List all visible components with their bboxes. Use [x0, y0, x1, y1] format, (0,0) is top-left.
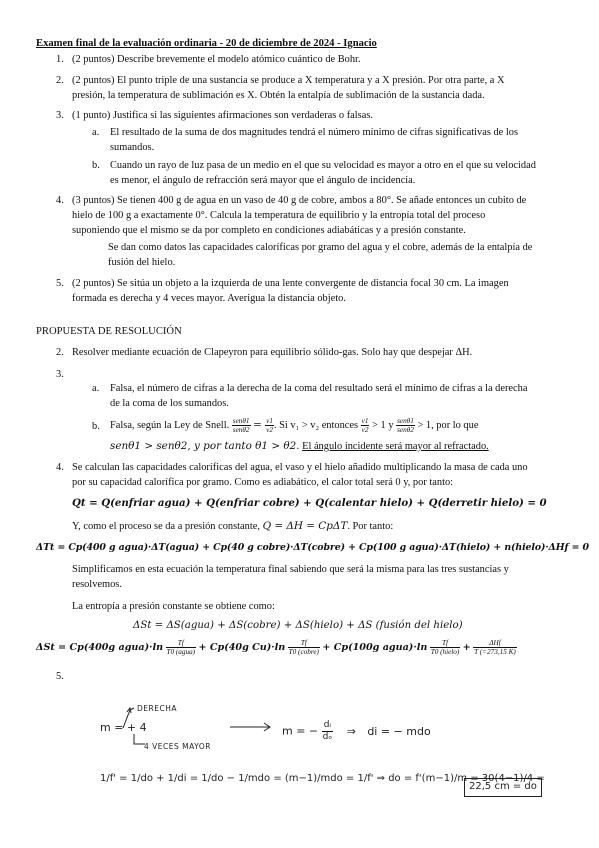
velocity-numerator: v1 — [266, 417, 273, 426]
velocity-numerator: v1 — [361, 417, 369, 426]
q3a-label: a. — [92, 127, 100, 138]
s5-number: 5. — [56, 671, 64, 682]
entropy-term-3: + Cp(100g agua)·ln — [322, 642, 428, 653]
s3a-line-2: de la coma de los sumandos. — [110, 398, 229, 409]
s5-di-do-frac — [322, 720, 333, 743]
s4-intro-line-2: por su capacidad calorífica por gramo. Como es adiabático, el calor total será 0 y, por tanto: — [72, 477, 454, 488]
entropy-term-2: + Cp(40g Cu)·ln — [198, 642, 286, 653]
q4-line-3: suponiendo que el mismo se da por completo en condiciones adiabáticas y a presión constante. — [72, 225, 466, 236]
s3b-velocity-ratio-1 — [265, 417, 274, 434]
entropy-frac-1 — [166, 639, 197, 656]
s5-lens-equation: 1/f' = 1/do + 1/di = 1/do − 1/mdo = (m−1)/mdo = 1/f' ⇒ do = f'(m−1)/m = 30(4−1)/4 = — [100, 773, 545, 784]
entropy-term-1: ΔSt = Cp(400g agua)·ln — [36, 642, 164, 653]
s4-simplify-line-2: resolvemos. — [72, 579, 122, 590]
q2-number: 2. — [56, 75, 64, 86]
s5-m-equals: m = − — [282, 724, 319, 738]
sine-denominator: senθ2 — [397, 426, 414, 435]
entropy-term-4: + — [462, 642, 471, 653]
s3b-if-text: Si v₁ > v₂ entonces — [279, 420, 359, 431]
s4-entropy-detail — [36, 637, 517, 659]
q3b-line-1: Cuando un rayo de luz pasa de un medio en el que su velocidad es mayor a otro en el que su velocidad — [110, 160, 536, 171]
q4-number: 4. — [56, 195, 64, 206]
s4-intro-line-1: Se calculan las capacidades caloríficas del agua, el vaso y el hielo añadido multiplicando la masa de cada uno — [72, 462, 528, 473]
s3a-label: a. — [92, 383, 100, 394]
s3b-sine-ratio-2 — [396, 417, 415, 434]
q4-note-line-2: fusión del hielo. — [108, 257, 176, 268]
s3-number: 3. — [56, 369, 64, 380]
s5-di-expression: di = − mdo — [367, 724, 431, 738]
s5-result-box: 22,5 cm = do — [464, 778, 542, 797]
s4-temperature-equation: ΔTt = Cp(400 g agua)·ΔT(agua) + Cp(40 g cobre)·ΔT(cobre) + Cp(100 g agua)·ΔT(hielo) + n(hielo)·ΔHf = 0 — [36, 542, 589, 553]
s3b-line-1: Falsa, según la Ley de Snell. $\frac{\text{senθ1}}{\text{senθ2}}$ = $\frac{v1}{v2}$ . Si v₁ > v₂ entonces $\frac{v1}{v2}$ > 1 y $\frac{\text{senθ1}}{\text{senθ2}}$ > 1, por lo que — [110, 417, 479, 435]
exam-title: Examen final de la evaluación ordinaria - 20 de diciembre de 2024 - Ignacio — [36, 38, 377, 49]
q1-text: (2 puntos) Describe brevemente el modelo atómico cuántico de Bohr. — [72, 54, 361, 65]
q3a-line-2: sumandos. — [110, 142, 155, 153]
q5-number: 5. — [56, 278, 64, 289]
s3b-line-2 — [110, 439, 489, 455]
velocity-denominator: v2 — [361, 426, 369, 435]
s4-entropy-equation: ΔSt = ΔS(agua) + ΔS(cobre) + ΔS(hielo) + ΔS (fusión del hielo) — [133, 620, 463, 631]
s2-text: Resolver mediante ecuación de Clapeyron para equilibrio sólido-gas. Solo hay que despejar ΔH. — [72, 347, 473, 358]
s4-pressure-end: . Por tanto: — [347, 521, 394, 532]
s4-pressure-equation: Q = ΔH = CpΔT — [262, 520, 348, 532]
s3b-conclusion: El ángulo incidente será mayor al refractado. — [302, 441, 489, 452]
s3b-gt-text: > 1 y — [372, 420, 394, 431]
q4-line-1: (3 puntos) Se tienen 400 g de agua en un vaso de 40 g de cobre, ambos a 80°. Se añade entonces un cubito de — [72, 195, 527, 206]
frac-denominator: T0 (cobre) — [288, 648, 319, 657]
s3a-line-1: Falsa, el número de cifras a la derecha de la coma del resultado será el mínimo de cifras a la derecha — [110, 383, 528, 394]
velocity-denominator: v2 — [266, 426, 273, 435]
frac-numerator: Tf — [288, 639, 320, 648]
s3b-sine-ratio-1 — [232, 417, 251, 434]
s5-label-veces: 4 VECES MAYOR — [144, 742, 211, 751]
q3-text: (1 punto) Justifica si las siguientes afirmaciones son verdaderas o falsas. — [72, 110, 373, 121]
q5-line-2: formada es derecha y 4 veces mayor. Averigua la distancia objeto. — [72, 293, 346, 304]
s2-number: 2. — [56, 347, 64, 358]
q1-number: 1. — [56, 54, 64, 65]
q3b-label: b. — [92, 160, 100, 171]
s4-simplify-line-1: Simplificamos en esta ecuación la temperatura final sabiendo que será la misma para las tres sustancias y — [72, 564, 509, 575]
q3a-line-1: El resultado de la suma de dos magnitudes tendrá el número mínimo de cifras significativas de los — [110, 127, 519, 138]
s4-pressure-line — [72, 519, 393, 535]
q4-line-2: hielo de 100 g a exactamente 0°. Calcula la temperatura de equilibrio y la entropía total del proceso — [72, 210, 486, 221]
s4-entropy-intro: La entropía a presión constante se obtiene como: — [72, 601, 275, 612]
di-numerator: dᵢ — [322, 720, 333, 732]
s3b-inequality: senθ1 > senθ2, y por tanto θ1 > θ2. — [110, 440, 300, 452]
s5-relation — [282, 720, 431, 743]
s3b-tail-text: > 1, por lo que — [417, 420, 479, 431]
entropy-frac-3 — [430, 639, 461, 656]
s5-implies-icon: ⇒ — [346, 724, 356, 738]
do-denominator: dₒ — [322, 732, 333, 742]
s5-right-arrow-icon — [228, 720, 274, 734]
q4-note-line-1: Se dan como datos las capacidades caloríficas por gramo del agua y el cobre, además de la entalpía de — [108, 242, 533, 253]
frac-numerator: Tf — [430, 639, 461, 648]
sine-numerator: senθ1 — [397, 417, 414, 426]
s3b-velocity-ratio-2 — [361, 417, 370, 434]
q2-line-1: (2 puntos) El punto triple de una sustancia se produce a X temperatura y a X presión. Por otra parte, a X — [72, 75, 505, 86]
frac-numerator: Tf — [166, 639, 197, 648]
frac-denominator: T (=273,15 K) — [474, 648, 516, 657]
s5-magnification: m = + 4 — [100, 721, 147, 734]
s4-heat-equation: Qt = Q(enfriar agua) + Q(enfriar cobre) + Q(calentar hielo) + Q(derretir hielo) = 0 — [72, 497, 547, 509]
frac-numerator: ΔHf — [473, 639, 517, 648]
s3b-label: b. — [92, 421, 100, 432]
sine-denominator: senθ2 — [232, 426, 250, 435]
entropy-frac-4 — [473, 639, 517, 656]
q5-line-1: (2 puntos) Se sitúa un objeto a la izquierda de una lente convergente de distancia focal 30 cm. La imagen — [72, 278, 509, 289]
q2-line-2: presión, la temperatura de sublimación es X. Obtén la entalpía de sublimación de la sustancia dada. — [72, 90, 485, 101]
entropy-frac-2 — [288, 639, 320, 656]
frac-denominator: T0 (agua) — [166, 648, 196, 657]
sine-numerator: senθ1 — [232, 417, 250, 426]
s4-pressure-text: Y, como el proceso se da a presión constante, — [72, 521, 260, 532]
s3b-snell-text: Falsa, según la Ley de Snell. — [110, 420, 230, 431]
frac-denominator: T0 (hielo) — [430, 648, 460, 657]
q3b-line-2: es menor, el ángulo de refracción será mayor que el ángulo de incidencia. — [110, 175, 416, 186]
s5-label-derecha: DERECHA — [137, 704, 177, 713]
solution-heading: PROPUESTA DE RESOLUCIÓN — [36, 326, 182, 337]
s4-number: 4. — [56, 462, 64, 473]
q3-number: 3. — [56, 110, 64, 121]
